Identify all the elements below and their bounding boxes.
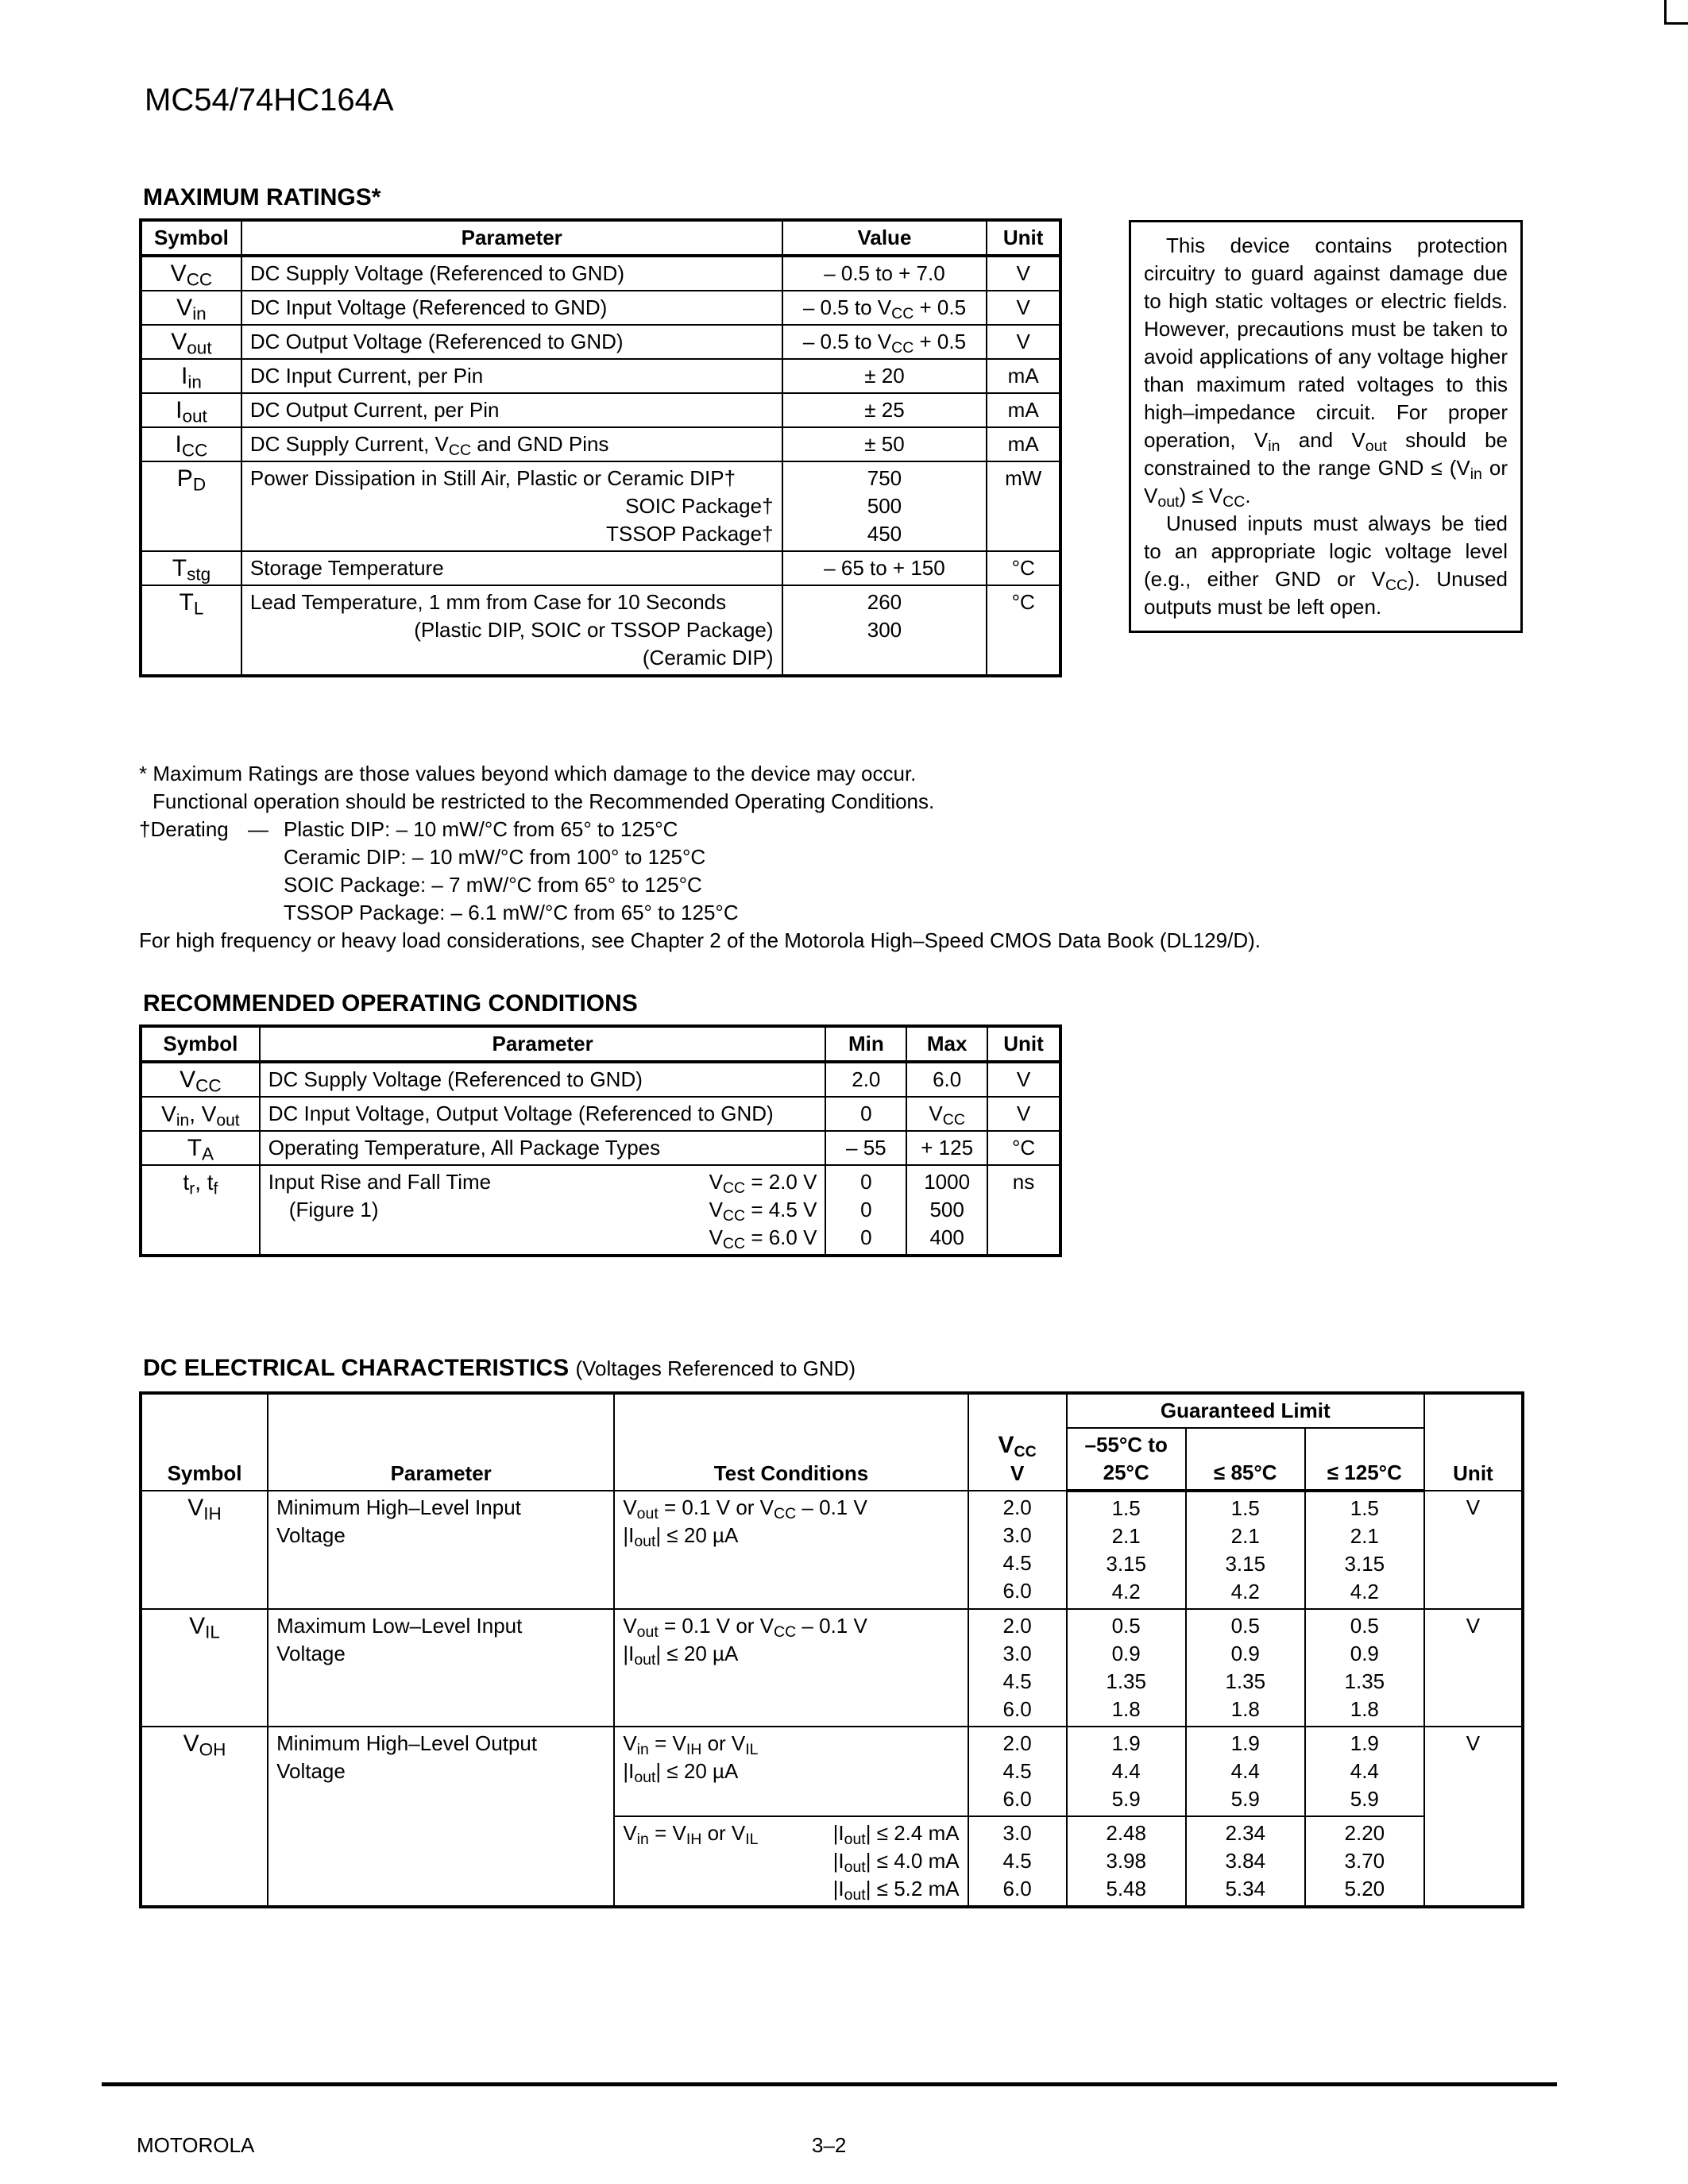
table-row: $V_{IH}$ Minimum High–Level Input Voltage $V_{out} = 0.1$ V or $V_{CC} - 0.1$ V $|I_{out}| \le 20$ µA 2.0 3.0 4.5 6.0 1.5 2.1 3.15 4.2 1.5 2.1 3.15 4.2 1.5 2.1 3.15 4.2 V	[141, 1491, 1523, 1609]
col-header-unit: Unit	[987, 220, 1060, 256]
table-row: $V_{in}$ DC Input Voltage (Referenced to GND) – 0.5 to $V_{CC} + 0.5$ V	[141, 291, 1060, 325]
page-corner-mark	[1664, 0, 1688, 25]
footnote-line: TSSOP Package: – 6.1 mW/°C from 65° to 125°C	[284, 901, 739, 924]
footnote-line: Plastic DIP: – 10 mW/°C from 65° to 125°C	[284, 817, 678, 841]
max-ratings-table	[139, 218, 1062, 677]
table-row: $V_{CC}$ DC Supply Voltage (Referenced to GND) 2.0 6.0 V	[141, 1062, 1060, 1097]
col-header-min: Min	[825, 1026, 906, 1062]
col-header-unit: Unit	[987, 1026, 1060, 1062]
table-row: $V_{in} = V_{IH}$ or $V_{IL}$ $|I_{out}| \le 2.4$ mA $|I_{out}| \le 4.0$ mA $|I_{out}| \le 5.2$ mA 3.0 4.5 6.0 2.48 3.98 5.48 2.34 3.84 5.34 2.20 3.70 5.20	[141, 1816, 1523, 1907]
col-header-test-conditions: Test Conditions	[614, 1393, 968, 1491]
footnote-line: For high frequency or heavy load considerations, see Chapter 2 of the Motorola High–Speed CMOS Data Book (DL129/D).	[139, 928, 1261, 952]
table-row: $V_{in}$, $V_{out}$ DC Input Voltage, Output Voltage (Referenced to GND) 0 $V_{CC}$ V	[141, 1097, 1060, 1131]
table-row: $t_r$, $t_f$ Input Rise and Fall Time $V_{CC} = 2.0$ V (Figure 1) $V_{CC} = 4.5$ V $V_{CC} = 6.0$ V 0 0 0 1000 500 400 ns	[141, 1165, 1060, 1256]
col-header-unit: Unit	[1424, 1393, 1523, 1491]
footnote-line: Ceramic DIP: – 10 mW/°C from 100° to 125°C	[284, 845, 706, 869]
col-header-symbol: Symbol	[141, 1393, 268, 1491]
col-header-temp-25: –55°C to 25°C	[1067, 1428, 1186, 1491]
footer-brand: MOTOROLA	[137, 2133, 255, 2157]
col-header-parameter: Parameter	[260, 1026, 826, 1062]
table-row: $T_A$ Operating Temperature, All Package Types – 55 + 125 °C	[141, 1131, 1060, 1165]
protection-note	[1129, 220, 1523, 633]
col-header-temp-125: ≤ 125°C	[1305, 1428, 1424, 1491]
dc-characteristics-table	[139, 1391, 1524, 1908]
recommended-title: RECOMMENDED OPERATING CONDITIONS	[143, 990, 638, 1017]
protection-note-paragraph-1: This device contains protection circuitry to guard against damage due to high static voltages or electric fields. However, precautions must be taken to avoid applications of any voltage higher than maximum rated voltages to this high–impedance circuit. For proper operation, $V_{in}$ and $V_{out}$ should be constrained to the range GND ≤ ($V_{in}$ or $V_{out}) \le V_{CC}$.	[1144, 233, 1508, 511]
dc-title: DC ELECTRICAL CHARACTERISTICS (Voltages Referenced to GND)	[143, 1355, 856, 1381]
footnote-line: —	[248, 817, 268, 841]
table-row: $T_L$ Lead Temperature, 1 mm from Case for 10 Seconds (Plastic DIP, SOIC or TSSOP Package) (Ceramic DIP) 260 300 °C	[141, 585, 1060, 676]
protection-note-paragraph-2: Unused inputs must always be tied to an appropriate logic voltage level (e.g., either GND or $V_{CC}$). Unused outputs must be left open.	[1144, 511, 1508, 619]
footnote-line: SOIC Package: – 7 mW/°C from 65° to 125°C	[284, 873, 702, 897]
table-row: $V_{IL}$ Maximum Low–Level Input Voltage $V_{out} = 0.1$ V or $V_{CC} - 0.1$ V $|I_{out}| \le 20$ µA 2.0 3.0 4.5 6.0 0.5 0.9 1.35 1.8 0.5 0.9 1.35 1.8 0.5 0.9 1.35 1.8 V	[141, 1609, 1523, 1727]
footer-rule	[102, 2082, 1557, 2086]
col-header-vcc: $V_{CC}$ V	[968, 1393, 1067, 1491]
document-title: MC54/74HC164A	[145, 83, 394, 118]
table-row: $V_{CC}$ DC Supply Voltage (Referenced to GND) – 0.5 to + 7.0 V	[141, 256, 1060, 291]
footnote-line: †Derating	[139, 817, 229, 841]
col-header-symbol: Symbol	[141, 220, 241, 256]
page-number: 3–2	[812, 2133, 847, 2157]
table-row: $I_{out}$ DC Output Current, per Pin ± 25 mA	[141, 393, 1060, 427]
table-row: $P_D$ Power Dissipation in Still Air, Plastic or Ceramic DIP† SOIC Package† TSSOP Package† 750 500 450 mW	[141, 461, 1060, 551]
col-header-value: Value	[782, 220, 987, 256]
col-header-temp-85: ≤ 85°C	[1186, 1428, 1305, 1491]
col-header-guaranteed-limit: Guaranteed Limit	[1067, 1393, 1424, 1428]
table-row: $V_{out}$ DC Output Voltage (Referenced to GND) – 0.5 to $V_{CC} + 0.5$ V	[141, 325, 1060, 359]
col-header-parameter: Parameter	[268, 1393, 614, 1491]
max-ratings-title: MAXIMUM RATINGS*	[143, 184, 381, 210]
table-row: $I_{in}$ DC Input Current, per Pin ± 20 mA	[141, 359, 1060, 393]
footnote-line: * Maximum Ratings are those values beyond which damage to the device may occur.	[139, 762, 917, 785]
col-header-parameter: Parameter	[241, 220, 782, 256]
col-header-max: Max	[906, 1026, 987, 1062]
recommended-table	[139, 1024, 1062, 1257]
col-header-symbol: Symbol	[141, 1026, 260, 1062]
footnote-line: Functional operation should be restricted to the Recommended Operating Conditions.	[153, 789, 935, 813]
table-row: $T_{stg}$ Storage Temperature – 65 to + 150 °C	[141, 551, 1060, 585]
table-row: $I_{CC}$ DC Supply Current, $V_{CC}$ and GND Pins ± 50 mA	[141, 427, 1060, 461]
table-row: $V_{OH}$ Minimum High–Level Output Voltage $V_{in} = V_{IH}$ or $V_{IL}$ $|I_{out}| \le 20$ µA 2.0 4.5 6.0 1.9 4.4 5.9 1.9 4.4 5.9 1.9 4.4 5.9 V	[141, 1727, 1523, 1816]
